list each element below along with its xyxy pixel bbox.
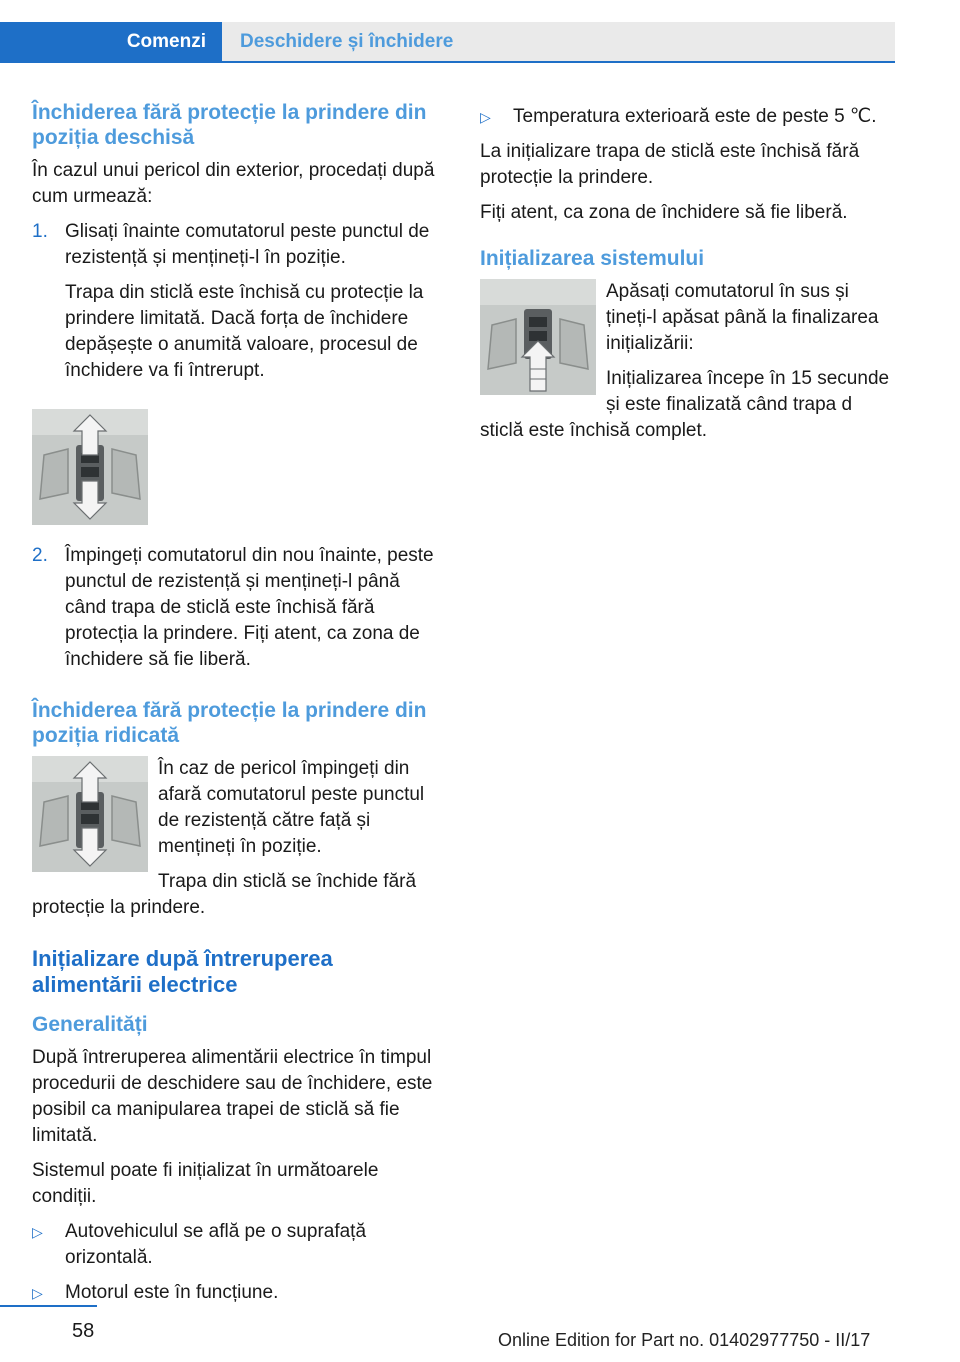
switch-illustration xyxy=(480,279,596,395)
step-1 xyxy=(32,219,446,393)
edition-text: Online Edition for Part no. 01402977750 - II/17 xyxy=(498,1330,871,1350)
switch-illustration xyxy=(32,409,148,525)
header-tabs xyxy=(0,22,895,62)
header-rule xyxy=(0,61,895,63)
switch-image-press-up xyxy=(480,279,596,395)
step-text: Împingeți comutatorul din nou înainte, peste punctul de rezistență și mențineți-l până când trapa de sticlă este închisă fără protecția la prindere. Fiți atent, ca zona de închidere să fie liberă. xyxy=(65,545,434,670)
init-duration: Inițializarea începe în 15 secunde și este finalizată când trapa d sticlă este închisă complet. xyxy=(480,368,890,441)
switch-image-up-down xyxy=(32,409,148,525)
triangle-bullet-icon: ▷ xyxy=(32,1285,43,1301)
switch-image-up xyxy=(32,756,148,872)
raised-text-2: Trapa din sticlă se închide fără protecție la prindere. xyxy=(32,871,417,918)
left-column xyxy=(32,100,446,1315)
init-instruction: Apăsați comutatorul în sus și țineți-l apăsat până la finalizarea inițializării: xyxy=(606,281,879,354)
page-number: 58 xyxy=(72,1320,95,1342)
triangle-bullet-icon: ▷ xyxy=(480,109,491,125)
raised-text-1: În caz de pericol împingeți din afară comutatorul peste punctul de rezistență către față și mențineți în poziție. xyxy=(158,758,425,857)
heading-system-init: Inițializarea sistemului xyxy=(480,247,705,270)
tab-comenzi[interactable]: Comenzi xyxy=(0,22,222,62)
footer-rule xyxy=(0,1305,97,1307)
switch-illustration xyxy=(32,756,148,872)
heading-general: Generalități xyxy=(32,1013,148,1036)
triangle-bullet-icon: ▷ xyxy=(32,1224,43,1240)
step-text: Glisați înainte comutatorul peste punctul de rezistență și mențineți-l în poziție. xyxy=(65,221,430,268)
bullet-text: Temperatura exterioară este de peste 5 ℃. xyxy=(513,106,877,127)
general-text-1: După întreruperea alimentării electrice în timpul procedurii de deschidere sau de închidere, este posibil ca manipularea trapei de sticlă să fie limitată. xyxy=(32,1047,433,1146)
heading-close-open: Închiderea fără protecție la prindere din poziția deschisă xyxy=(32,101,427,149)
right-column xyxy=(480,104,894,453)
step-number: 2. xyxy=(32,545,48,566)
bullet-item xyxy=(32,1219,446,1271)
heading-init-after-power: Inițializare după întreruperea alimentării electrice xyxy=(32,946,333,997)
step-number: 1. xyxy=(32,221,48,242)
step-note: Trapa din sticlă este închisă cu protecție la prindere limitată. Dacă forța de închidere depășește o anumită valoare, procesul de închidere va fi întrerupt. xyxy=(65,282,424,381)
bullet-text: Autovehiculul se află pe o suprafață orizontală. xyxy=(65,1221,367,1268)
general-text-2: Sistemul poate fi inițializat în următoarele condiții. xyxy=(32,1160,379,1207)
step-2 xyxy=(32,543,446,682)
bullet-item xyxy=(480,104,894,130)
tab-deschidere-inchidere[interactable]: Deschidere și închidere xyxy=(222,22,895,62)
heading-close-raised: Închiderea fără protecție la prindere din poziția ridicată xyxy=(32,699,427,747)
bullet-item xyxy=(32,1280,446,1306)
bullet-text: Motorul este în funcțiune. xyxy=(65,1282,279,1303)
init-note-2: Fiți atent, ca zona de închidere să fie liberă. xyxy=(480,202,848,223)
init-note-1: La inițializare trapa de sticlă este închisă fără protecție la prindere. xyxy=(480,141,860,188)
intro-text: În cazul unui pericol din exterior, procedați după cum urmează: xyxy=(32,160,435,207)
